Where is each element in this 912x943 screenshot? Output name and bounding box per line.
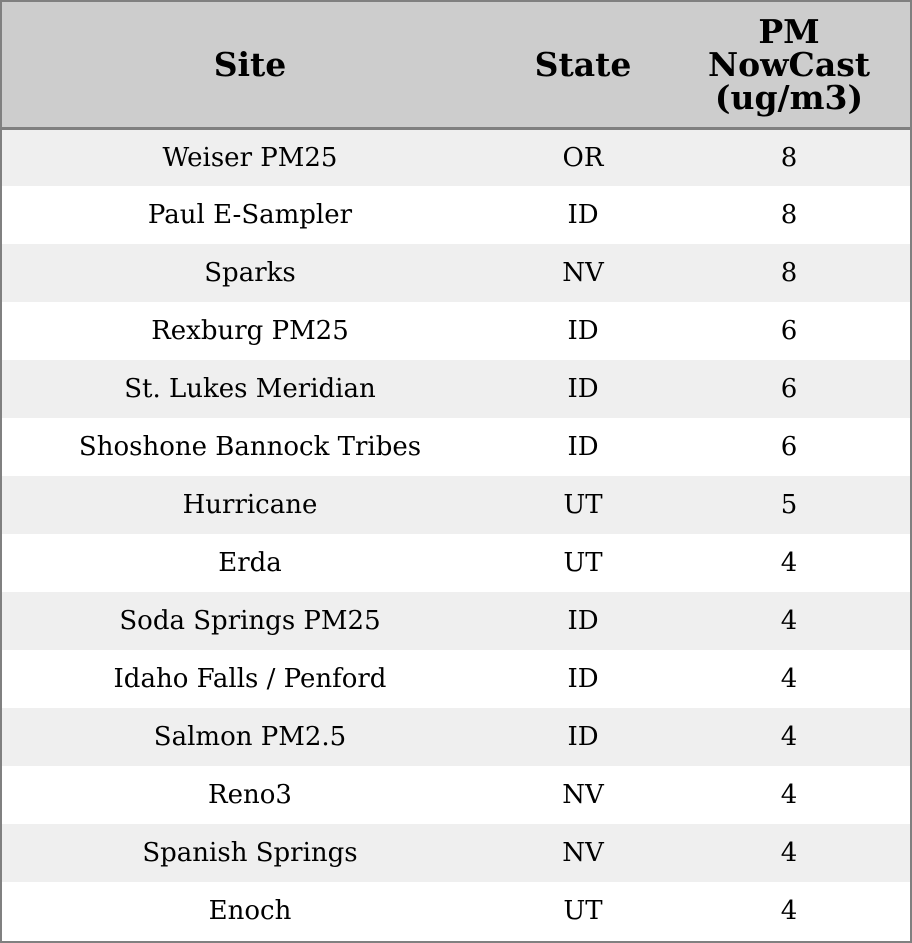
- cell-state: OR: [562, 142, 604, 173]
- cell-state: ID: [567, 722, 599, 752]
- table-row: [2, 244, 910, 302]
- cell-state: ID: [567, 606, 599, 636]
- column-header-state: State: [498, 2, 668, 128]
- cell-pm-value: 4: [780, 606, 798, 636]
- column-header-pm-line2: NowCast: [707, 44, 871, 84]
- cell-state: ID: [567, 316, 599, 346]
- column-header-pm-line1: PM: [758, 11, 820, 51]
- cell-site: Enoch: [208, 896, 292, 926]
- cell-site: Rexburg PM25: [151, 316, 349, 346]
- cell-site: St. Lukes Meridian: [124, 374, 376, 404]
- table-header: [2, 2, 910, 128]
- pm-nowcast-table: [2, 2, 910, 940]
- cell-pm-value: 4: [780, 896, 798, 926]
- cell-site: Reno3: [208, 780, 292, 810]
- column-header-site: Site: [2, 2, 498, 128]
- cell-site: Paul E-Sampler: [147, 200, 353, 230]
- cell-pm-value: 6: [780, 432, 798, 462]
- cell-pm-value: 4: [780, 548, 798, 578]
- table-row: [2, 534, 910, 592]
- table-row: [2, 360, 910, 418]
- column-header-pm-nowcast: [668, 2, 910, 128]
- cell-site: Erda: [218, 548, 282, 578]
- table-row: [2, 592, 910, 650]
- cell-state: NV: [562, 258, 604, 288]
- column-header-pm-line3: (ug/m3): [714, 77, 864, 117]
- cell-site: Idaho Falls / Penford: [113, 664, 387, 694]
- cell-pm-value: 6: [780, 316, 798, 346]
- cell-site: Salmon PM2.5: [153, 722, 347, 752]
- table-row: [2, 128, 910, 186]
- table-row: [2, 302, 910, 360]
- table-row: [2, 186, 910, 244]
- table-body: [2, 128, 910, 940]
- cell-state: UT: [563, 490, 603, 520]
- cell-pm-value: 5: [780, 490, 798, 520]
- table-row: [2, 766, 910, 824]
- cell-pm-value: 4: [780, 722, 798, 752]
- header-row: [2, 2, 910, 128]
- table-row: [2, 476, 910, 534]
- cell-pm-value: 8: [780, 142, 798, 173]
- cell-pm-value: 4: [780, 664, 798, 694]
- cell-site: Soda Springs PM25: [119, 606, 381, 636]
- cell-pm-value: 8: [780, 200, 798, 230]
- cell-site: Hurricane: [182, 490, 318, 520]
- table-row: [2, 418, 910, 476]
- cell-pm-value: 6: [780, 374, 798, 404]
- cell-state: ID: [567, 374, 599, 404]
- cell-site: Shoshone Bannock Tribes: [78, 432, 422, 462]
- cell-state: ID: [567, 432, 599, 462]
- cell-pm-value: 8: [780, 258, 798, 288]
- cell-state: NV: [562, 838, 604, 868]
- cell-state: ID: [567, 664, 599, 694]
- cell-pm-value: 4: [780, 780, 798, 810]
- cell-state: ID: [567, 200, 599, 230]
- table-row: [2, 882, 910, 940]
- cell-site: Weiser PM25: [162, 142, 338, 173]
- table-row: [2, 824, 910, 882]
- cell-state: UT: [563, 896, 603, 926]
- cell-site: Spanish Springs: [142, 838, 358, 868]
- table-row: [2, 650, 910, 708]
- cell-state: NV: [562, 780, 604, 810]
- cell-state: UT: [563, 548, 603, 578]
- cell-pm-value: 4: [780, 838, 798, 868]
- cell-site: Sparks: [204, 258, 296, 288]
- table-row: [2, 708, 910, 766]
